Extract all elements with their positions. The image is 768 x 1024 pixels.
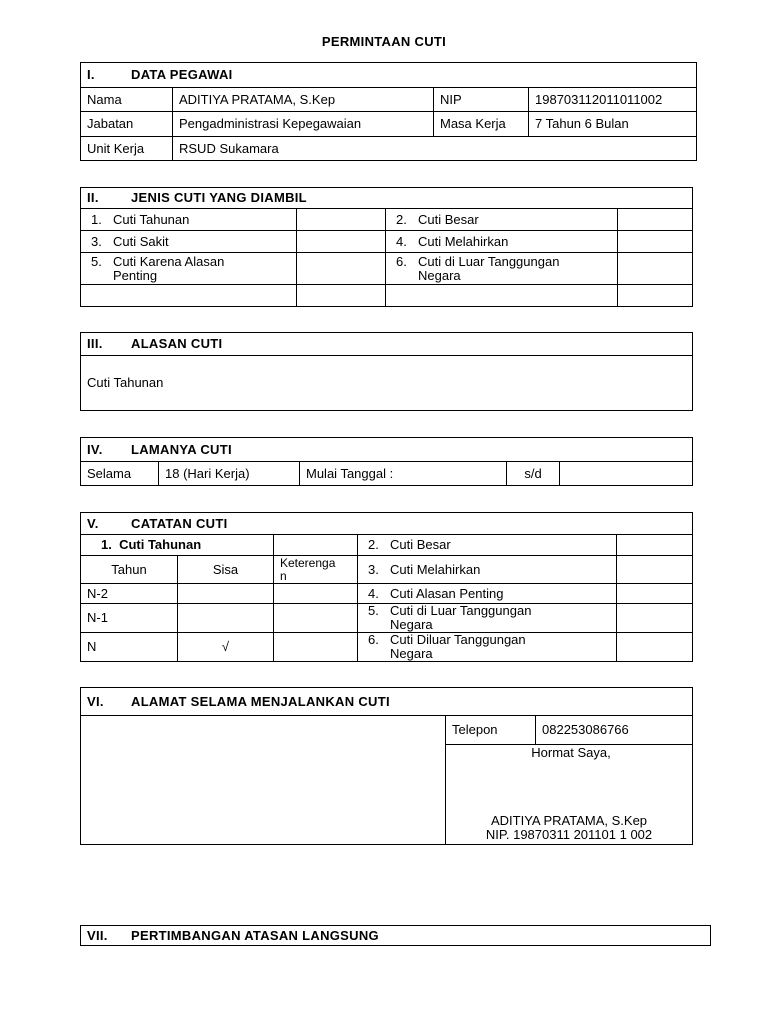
leave-note-value[interactable] <box>617 604 693 633</box>
hormat-saya: Hormat Saya, <box>531 745 611 760</box>
leave-type-checkbox[interactable] <box>297 253 386 285</box>
jabatan-value: Pengadministrasi Kepegawaian <box>173 112 434 137</box>
leave-note-value[interactable] <box>617 535 693 556</box>
section-label: LAMANYA CUTI <box>131 441 232 457</box>
row-sisa[interactable]: √ <box>178 633 274 662</box>
item-label: Cuti di Luar Tanggungan Negara <box>390 603 532 632</box>
section-label: PERTIMBANGAN ATASAN LANGSUNG <box>131 927 379 943</box>
item-label: Cuti Melahirkan <box>390 561 481 577</box>
nip-label: NIP <box>434 88 529 112</box>
item-number: 1. <box>91 211 102 227</box>
item-number: 5. <box>368 603 379 618</box>
row-tahun: N-1 <box>81 604 178 633</box>
section-label: ALAMAT SELAMA MENJALANKAN CUTI <box>131 693 390 709</box>
end-date-field[interactable] <box>560 462 693 486</box>
item-label: Cuti Melahirkan <box>418 233 509 249</box>
section-label: ALASAN CUTI <box>131 336 223 351</box>
section-header <box>81 333 693 356</box>
alamat-field[interactable] <box>81 716 446 845</box>
sd-label: s/d <box>507 462 560 486</box>
section-header <box>81 63 697 88</box>
item-label: Cuti Besar <box>418 211 479 227</box>
row-keterangan[interactable] <box>274 584 358 604</box>
leave-type-option <box>81 209 297 231</box>
leave-type-checkbox[interactable] <box>618 209 693 231</box>
section-header <box>81 188 693 209</box>
item-label: Cuti Alasan Penting <box>390 585 504 601</box>
section-label: CATATAN CUTI <box>131 515 228 531</box>
nama-label: Nama <box>81 88 173 112</box>
item-label: Cuti Besar <box>390 537 451 552</box>
item-number: 2. <box>396 211 407 227</box>
section-header <box>81 438 693 462</box>
row-keterangan[interactable] <box>274 633 358 662</box>
leave-type-checkbox[interactable] <box>297 209 386 231</box>
alasan-cuti-text[interactable]: Cuti Tahunan <box>81 356 693 411</box>
leave-type-checkbox[interactable] <box>618 253 693 285</box>
selama-label: Selama <box>81 462 159 486</box>
signature-block <box>446 745 693 845</box>
masa-kerja-label: Masa Kerja <box>434 112 529 137</box>
telepon-value: 082253086766 <box>536 716 693 745</box>
row-sisa[interactable] <box>178 584 274 604</box>
column-keterangan: Keterenga n <box>274 556 358 584</box>
leave-type-checkbox[interactable] <box>618 231 693 253</box>
nip-value: 198703112011011002 <box>529 88 697 112</box>
leave-note-value[interactable] <box>617 556 693 584</box>
item-number: 4. <box>396 233 407 249</box>
leave-note-item <box>358 604 617 633</box>
item-number: 4. <box>368 585 379 601</box>
section-alamat-cuti <box>80 687 693 845</box>
leave-note-value[interactable] <box>617 584 693 604</box>
section-number: VII. <box>87 927 108 943</box>
masa-kerja-value: 7 Tahun 6 Bulan <box>529 112 697 137</box>
row-tahun: N-2 <box>81 584 178 604</box>
leave-type-option <box>81 231 297 253</box>
signature-name: ADITIYA PRATAMA, S.Kep <box>490 813 648 828</box>
section-label: DATA PEGAWAI <box>131 67 233 82</box>
row-sisa[interactable] <box>178 604 274 633</box>
item-number: 6. <box>368 632 379 647</box>
empty-cell <box>386 285 618 307</box>
column-sisa: Sisa <box>178 556 274 584</box>
leave-note-value[interactable] <box>617 633 693 662</box>
item-label: Cuti Karena Alasan Penting <box>113 253 225 283</box>
item-number: 6. <box>396 253 407 269</box>
section-number: IV. <box>87 441 103 457</box>
row-keterangan[interactable] <box>274 604 358 633</box>
item-label: Cuti Tahunan <box>113 211 190 227</box>
leave-note-item <box>358 584 617 604</box>
section-header <box>81 926 711 946</box>
nama-value: ADITIYA PRATAMA, S.Kep <box>173 88 434 112</box>
item-number: 3. <box>91 233 102 249</box>
section-lamanya-cuti <box>80 437 693 486</box>
leave-type-option <box>386 209 618 231</box>
empty-cell <box>297 285 386 307</box>
empty-cell <box>618 285 693 307</box>
row-tahun: N <box>81 633 178 662</box>
leave-type-option <box>386 253 618 285</box>
jabatan-label: Jabatan <box>81 112 173 137</box>
section-number: VI. <box>87 693 104 709</box>
section-jenis-cuti <box>80 187 693 307</box>
unit-kerja-label: Unit Kerja <box>81 137 173 161</box>
section-label: JENIS CUTI YANG DIAMBIL <box>131 190 307 205</box>
leave-note-item <box>358 556 617 584</box>
leave-type-option <box>386 231 618 253</box>
section-number: I. <box>87 67 95 82</box>
signature-nip: NIP. 19870311 201101 1 002 <box>485 827 653 842</box>
page-title: PERMINTAAN CUTI <box>321 34 447 49</box>
cuti-tahunan-subheader <box>81 535 274 556</box>
section-number: III. <box>87 336 103 351</box>
section-catatan-cuti <box>80 512 693 662</box>
column-tahun: Tahun <box>81 556 178 584</box>
section-header <box>81 688 693 716</box>
empty-cell <box>81 285 297 307</box>
section-data-pegawai <box>80 62 697 161</box>
mulai-tanggal-label: Mulai Tanggal : <box>300 462 507 486</box>
selama-value: 18 (Hari Kerja) <box>159 462 300 486</box>
item-number: 2. <box>368 537 379 552</box>
leave-note-item <box>358 633 617 662</box>
section-alasan-cuti <box>80 332 693 411</box>
unit-kerja-value: RSUD Sukamara <box>173 137 697 161</box>
item-label: Cuti Tahunan <box>119 537 202 552</box>
telepon-label: Telepon <box>446 716 536 745</box>
section-pertimbangan-atasan <box>80 925 711 946</box>
leave-type-checkbox[interactable] <box>297 231 386 253</box>
leave-type-option <box>81 253 297 285</box>
item-number: 3. <box>368 561 379 577</box>
section-number: II. <box>87 190 99 205</box>
empty-cell <box>274 535 358 556</box>
section-number: V. <box>87 515 99 531</box>
item-label: Cuti Sakit <box>113 233 169 249</box>
item-number: 5. <box>91 253 102 269</box>
leave-note-item <box>358 535 617 556</box>
item-number: 1. <box>101 537 112 552</box>
item-label: Cuti Diluar Tanggungan Negara <box>390 632 526 661</box>
item-label: Cuti di Luar Tanggungan Negara <box>418 253 560 283</box>
section-header <box>81 513 693 535</box>
